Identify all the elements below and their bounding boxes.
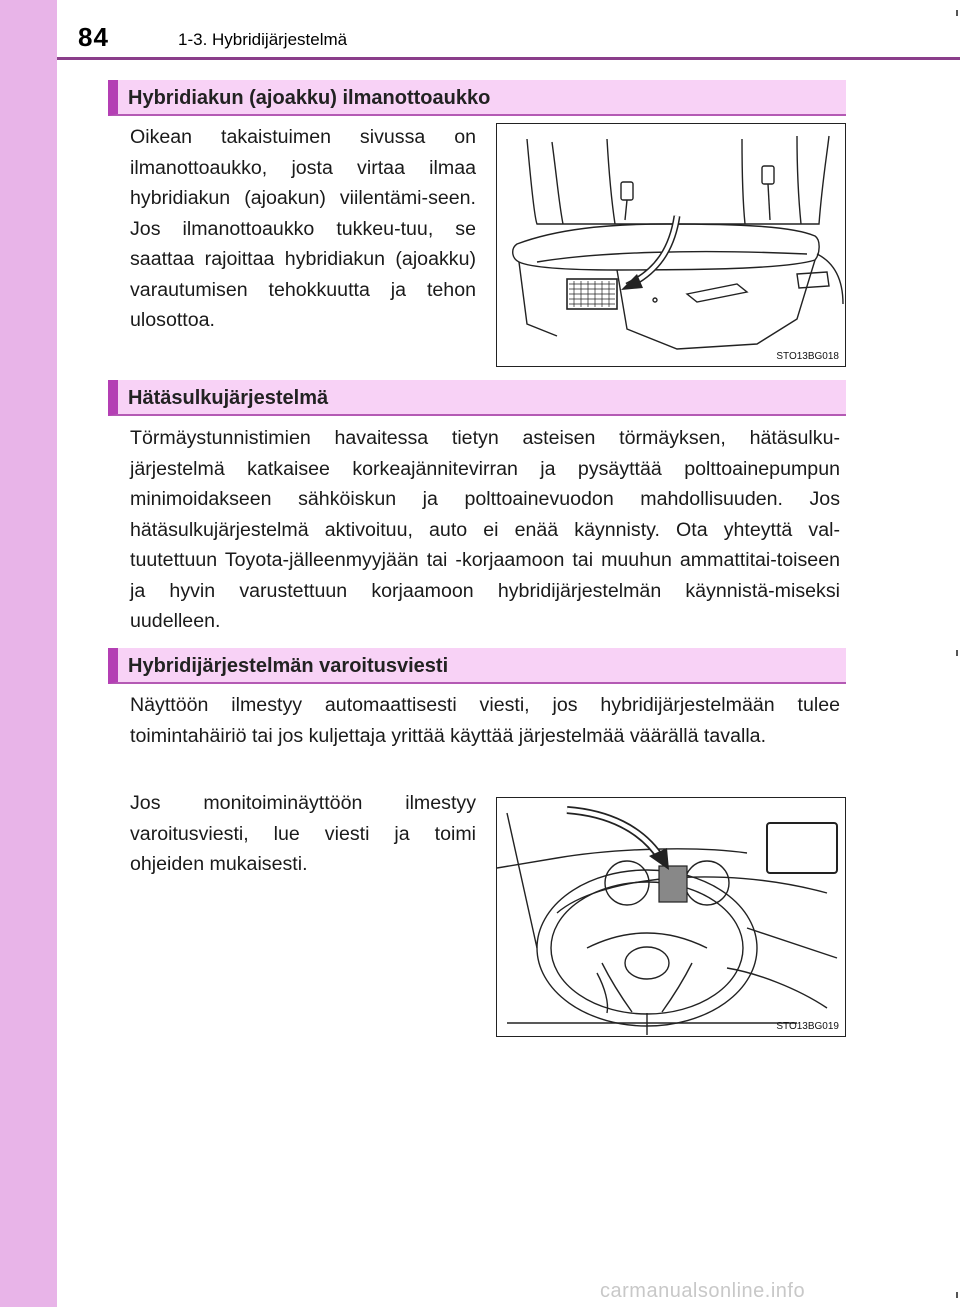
rear-seat-illustration	[497, 124, 844, 365]
chapter-title: 1-3. Hybridijärjestelmä	[178, 30, 348, 49]
page-number: 84	[78, 22, 109, 52]
paragraph-emergency-shutoff: Törmäystunnistimien havaitessa tietyn asteisen törmäyksen, hätäsulku-järjestelmä katkaisee korkeajännitevirran ja pysäyttää polttoainepumpun minimoidakseen sähköiskun ja polttoainevuodon mahdollisuuden. Jos hätäsulkujärjestelmä aktivoituu, auto ei enää käynnisty. Ota yhteyttä val-tuutettuun Toyota-jälleenmyyjään tai -korjaamoon tai muuhun ammattitai-toiseen ja hyvin varustettuun korjaamoon hybridijärjestelmän käynnistä-miseksi uudelleen.	[130, 427, 840, 632]
edge-tick	[956, 1292, 958, 1298]
paragraph-warning-message: Näyttöön ilmestyy automaattisesti viesti, jos hybridijärjestelmään tulee toimintahäiriö tai jos kuljettaja yrittää käyttää järjestelmää väärällä tavalla.	[130, 694, 840, 747]
figure-code: STO13BG018	[776, 351, 839, 362]
header-rule	[57, 57, 960, 60]
figure-code: STO13BG019	[776, 1021, 839, 1032]
edge-tick	[956, 650, 958, 656]
chapter-side-band	[0, 0, 57, 1307]
dashboard-illustration	[497, 798, 844, 1035]
figure-instrument-panel	[496, 797, 846, 1037]
section-heading-warning-message: Hybridijärjestelmän varoitusviesti	[108, 648, 846, 684]
section-heading-air-intake: Hybridiakun (ajoakku) ilmanottoaukko	[108, 80, 846, 116]
paragraph-air-intake: Oikean takaistuimen sivussa on ilmanottoaukko, josta virtaa ilmaa hybridiakun (ajoakun) viilentämi-seen. Jos ilmanottoaukko tukkeu-tuu, se saattaa rajoittaa hybridiakun (ajoakku) varautumisen tehokkuutta ja tehon ulosottoa.	[130, 126, 476, 331]
paragraph-warning-instructions: Jos monitoiminäyttöön ilmestyy varoitusviesti, lue viesti ja toimi ohjeiden mukaisesti.	[130, 792, 476, 875]
figure-rear-seat-air-intake	[496, 123, 846, 367]
section-heading-emergency-shutoff: Hätäsulkujärjestelmä	[108, 380, 846, 416]
watermark: carmanualsonline.info	[600, 1280, 806, 1302]
edge-tick	[956, 10, 958, 16]
